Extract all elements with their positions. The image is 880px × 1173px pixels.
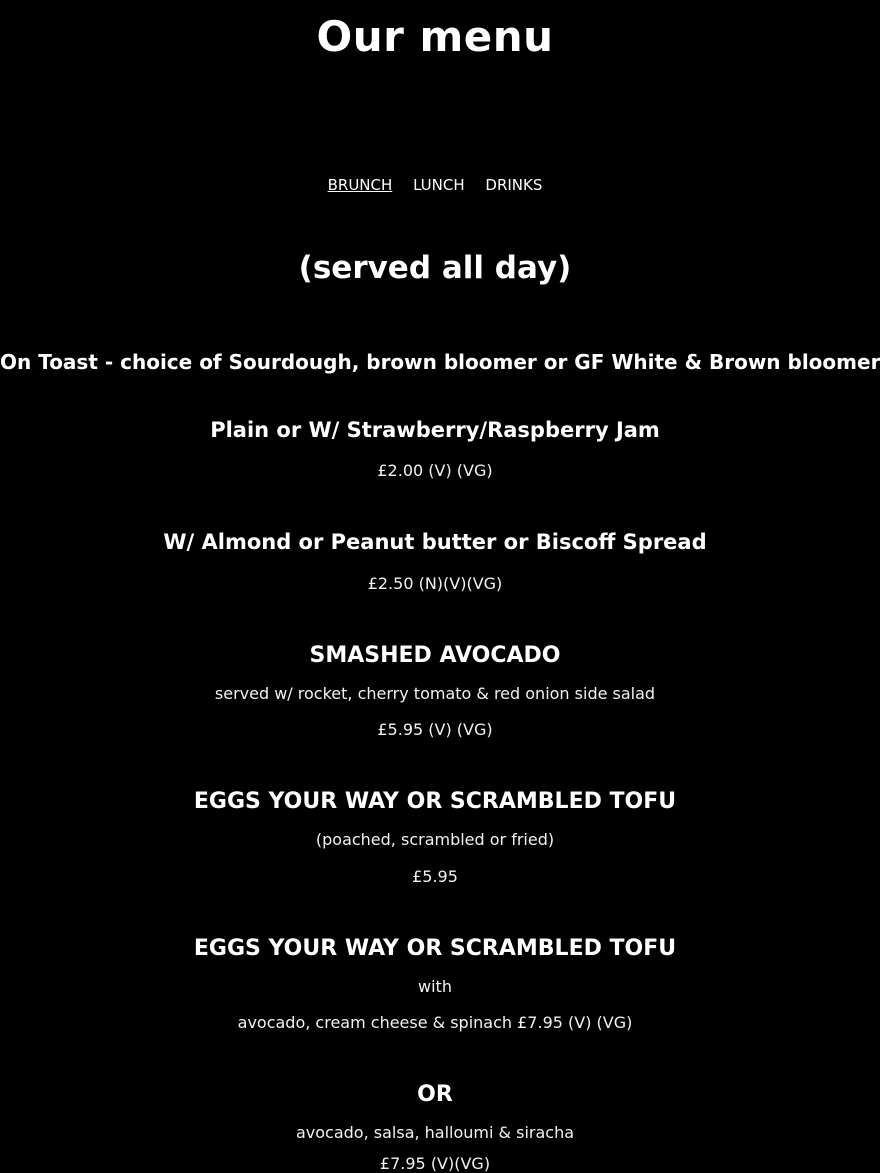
- item-nut-butter-toast-name: W/ Almond or Peanut butter or Biscoff Spread: [163, 530, 707, 554]
- item-plain-toast-name: Plain or W/ Strawberry/Raspberry Jam: [210, 418, 660, 442]
- tab-lunch[interactable]: LUNCH: [413, 176, 465, 194]
- item-smashed-avocado-name: SMASHED AVOCADO: [309, 643, 561, 668]
- item-smashed-avocado-price: £5.95 (V) (VG): [377, 720, 493, 739]
- item-eggs-your-way-with-price: avocado, cream cheese & spinach £7.95 (V) (VG): [237, 1013, 633, 1032]
- item-or-desc: avocado, salsa, halloumi & siracha: [295, 1123, 575, 1142]
- tab-brunch[interactable]: BRUNCH: [327, 176, 393, 194]
- item-or-price: £7.95 (V)(VG): [379, 1154, 491, 1173]
- item-nut-butter-toast-price: £2.50 (N)(V)(VG): [367, 574, 503, 593]
- item-eggs-your-way-price: £5.95: [412, 867, 458, 886]
- toast-heading: On Toast - choice of Sourdough, brown bloomer or GF White & Brown bloomer: [0, 350, 880, 374]
- tab-drinks[interactable]: DRINKS: [485, 176, 543, 194]
- item-eggs-your-way-with-desc: with: [418, 977, 452, 996]
- item-eggs-your-way-with-name: EGGS YOUR WAY OR SCRAMBLED TOFU: [193, 936, 677, 961]
- menu-tabs: [0, 176, 870, 194]
- item-or-name: OR: [417, 1082, 453, 1107]
- page-title: Our menu: [316, 12, 554, 61]
- item-plain-toast-price: £2.00 (V) (VG): [377, 461, 493, 480]
- item-smashed-avocado-desc: served w/ rocket, cherry tomato & red onion side salad: [214, 684, 656, 703]
- item-eggs-your-way-desc: (poached, scrambled or fried): [315, 830, 555, 849]
- item-eggs-your-way-name: EGGS YOUR WAY OR SCRAMBLED TOFU: [193, 789, 677, 814]
- served-all-day-heading: (served all day): [298, 250, 572, 286]
